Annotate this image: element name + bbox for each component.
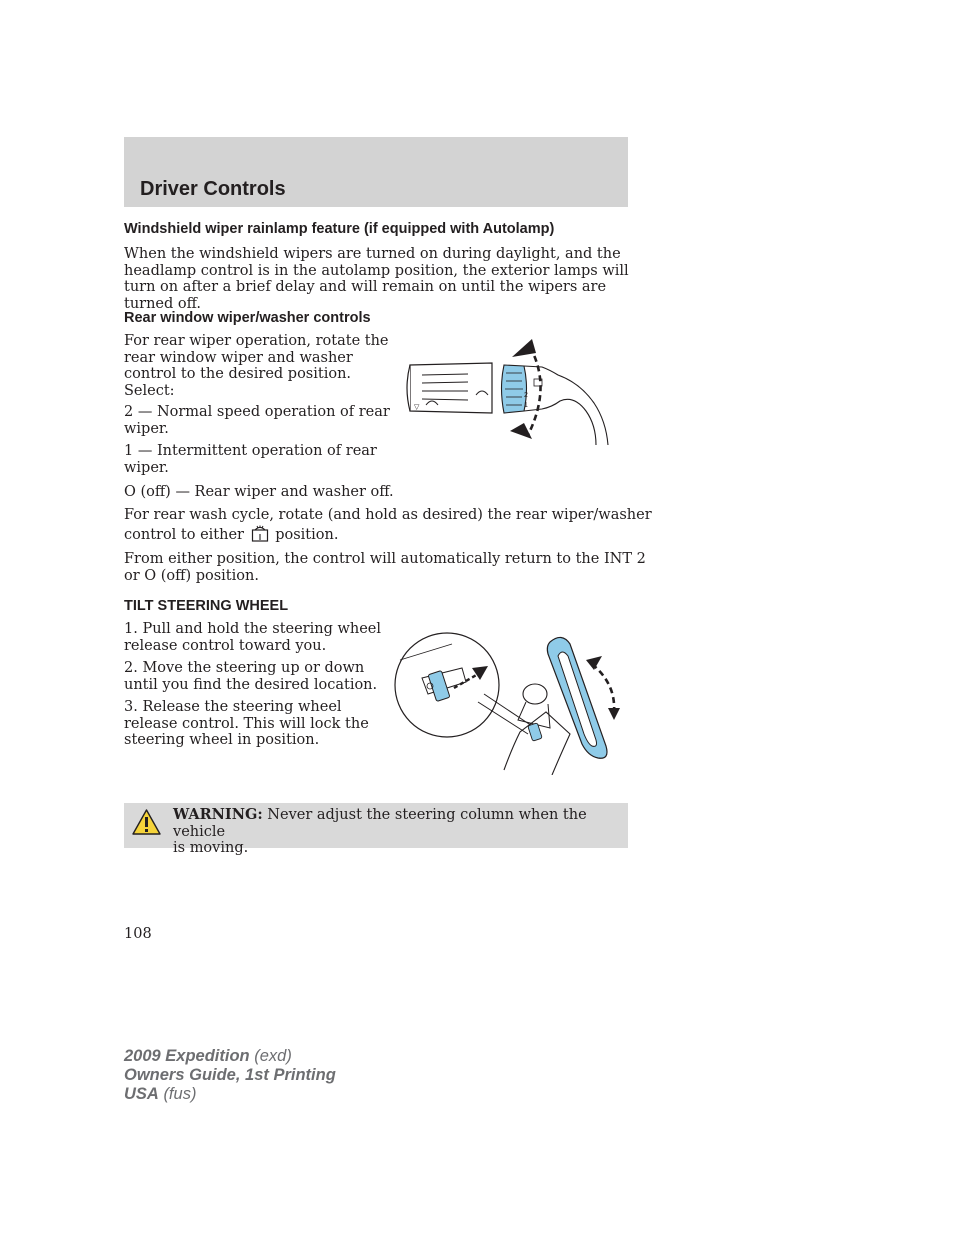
page-title: Driver Controls	[140, 178, 286, 200]
option-off-text: O (off) — Rear wiper and washer off.	[124, 484, 394, 500]
rear-wiper-heading: Rear window wiper/washer controls	[124, 310, 371, 326]
warning-text-line-1: Never adjust the steering column when the vehicle	[173, 807, 587, 840]
rear-wiper-intro	[124, 333, 389, 399]
text-fragment: control to either	[124, 526, 244, 543]
text-line: until you find the desired location.	[124, 676, 378, 693]
position-1-label: 1	[524, 402, 528, 409]
rainlamp-heading: Windshield wiper rainlamp feature (if equipped with Autolamp)	[124, 221, 555, 237]
warning-text-line-2: is moving.	[173, 840, 249, 856]
text-line: 2. Move the steering up or down	[124, 660, 365, 676]
tilt-steering-figure	[392, 630, 628, 775]
text-line: Select:	[124, 382, 175, 399]
text-line: rear window wiper and washer	[124, 349, 353, 366]
text-line: 1. Pull and hold the steering wheel	[124, 621, 382, 637]
tilt-steering-heading: TILT STEERING WHEEL	[124, 598, 289, 614]
warning-triangle-icon	[131, 808, 162, 836]
text-line: wiper.	[124, 420, 169, 437]
text-line: release control toward you.	[124, 637, 327, 654]
tilt-step-3	[124, 699, 369, 749]
text-line: control to the desired position.	[124, 366, 352, 382]
warning-label: WARNING:	[173, 806, 263, 823]
text-line: wiper.	[124, 459, 169, 476]
text-line: 2 — Normal speed operation of rear	[124, 404, 390, 420]
rear-wiper-control-figure	[400, 335, 612, 445]
position-2-label: 2	[524, 392, 528, 399]
text-line: release control. This will lock the	[124, 715, 369, 732]
svg-text:▽: ▽	[414, 403, 420, 411]
footer-model-code: (exd)	[254, 1047, 292, 1065]
text-line: From either position, the control will automatically return to the INT 2	[124, 551, 646, 567]
option-1-text	[124, 443, 377, 476]
return-text	[124, 551, 646, 584]
document-footer	[124, 1047, 336, 1104]
text-line: 3. Release the steering wheel	[124, 699, 342, 715]
footer-edition: Owners Guide, 1st Printing	[124, 1066, 336, 1084]
text-line: or O (off) position.	[124, 567, 259, 584]
option-2-text	[124, 404, 390, 437]
text-line: For rear wash cycle, rotate (and hold as desired) the rear wiper/washer	[124, 507, 652, 523]
text-line: 1 — Intermittent operation of rear	[124, 443, 377, 459]
page-number: 108	[124, 926, 152, 942]
rainlamp-paragraph: When the windshield wipers are turned on during daylight, and the headlamp control is in the autolamp position, the exterior lamps will turn on after a brief delay and will remain on until the wipers are turned off.	[124, 246, 629, 312]
rear-washer-icon	[251, 525, 269, 542]
tilt-step-2	[124, 660, 377, 693]
footer-market: USA	[124, 1085, 159, 1103]
text-line: steering wheel in position.	[124, 732, 320, 748]
footer-market-code: (fus)	[163, 1085, 197, 1103]
footer-model: 2009 Expedition	[124, 1047, 250, 1065]
warning-text	[173, 807, 623, 857]
wash-cycle-text	[124, 507, 652, 543]
text-line: For rear wiper operation, rotate the	[124, 333, 389, 349]
tilt-step-1	[124, 621, 381, 654]
text-fragment: position.	[275, 526, 339, 543]
